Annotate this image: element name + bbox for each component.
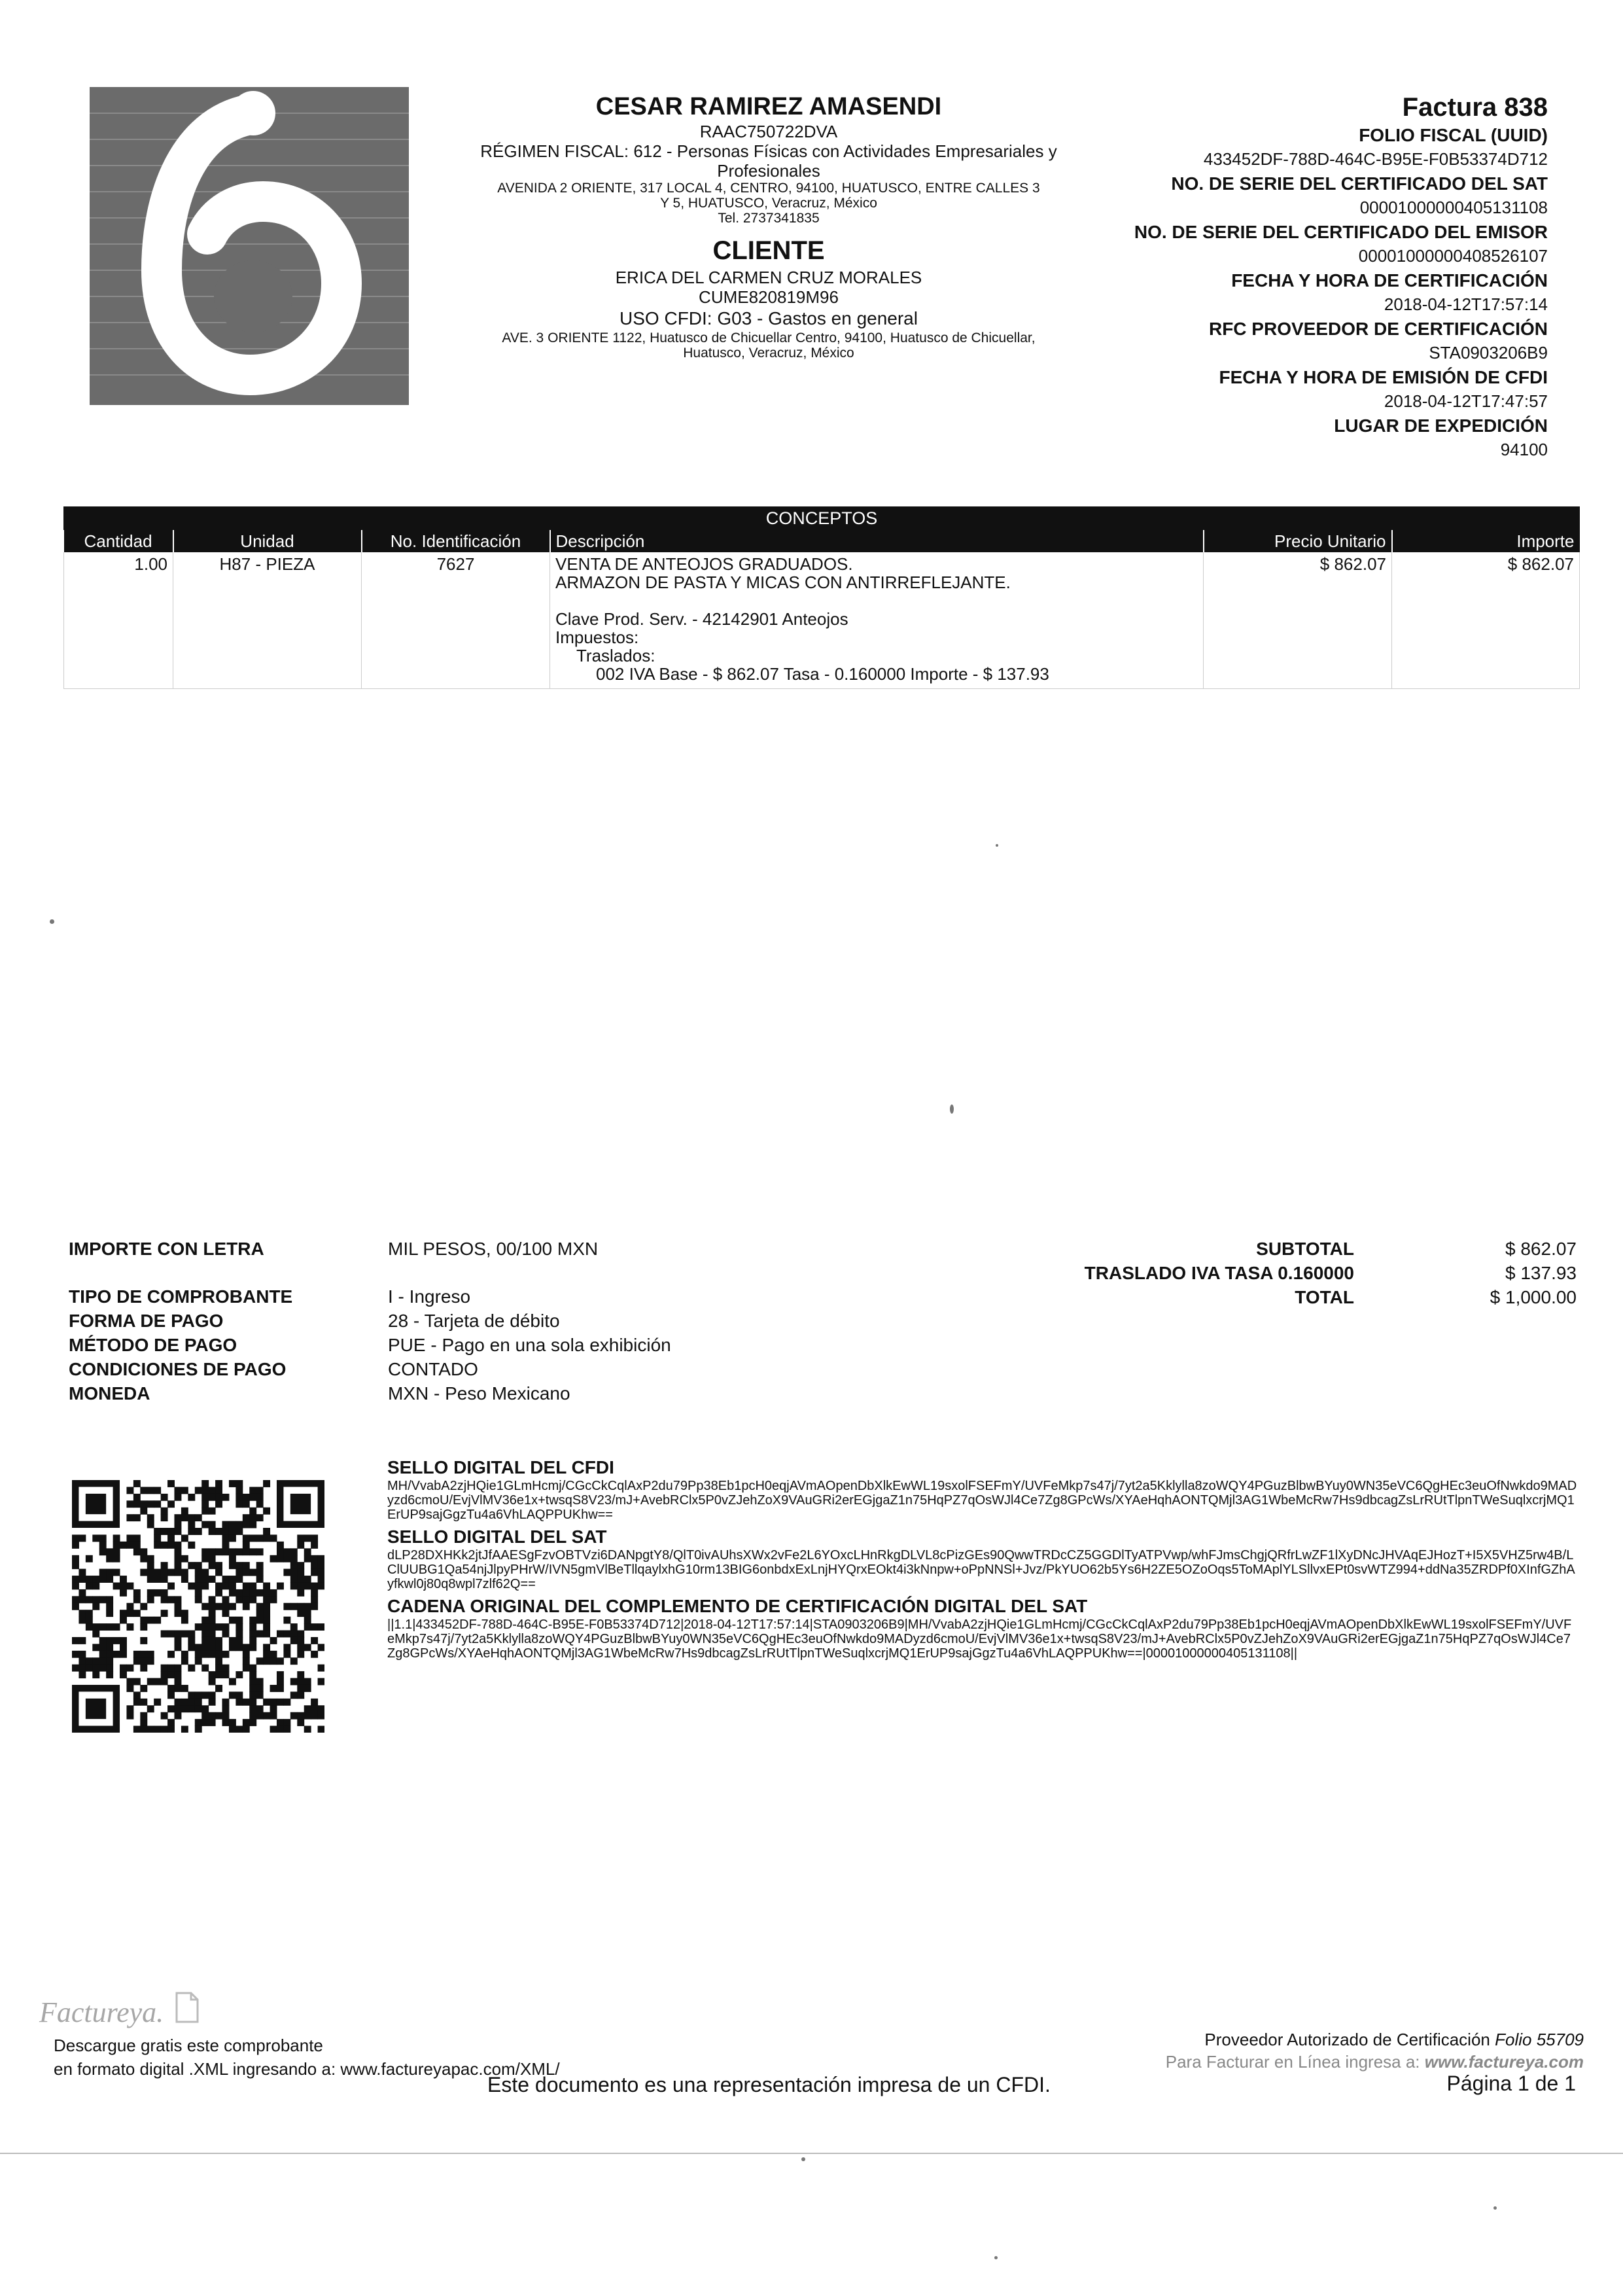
- issuer-regimen-cont: Profesionales: [717, 161, 820, 181]
- moneda-label: MONEDA: [69, 1383, 150, 1404]
- scan-speck: [1493, 2206, 1497, 2210]
- payment-info: [69, 1237, 788, 1405]
- scan-speck: [994, 2256, 998, 2259]
- tipo-value: I - Ingreso: [388, 1286, 471, 1307]
- download-line: Descargue gratis este comprobante: [54, 2036, 323, 2055]
- col-unidad: Unidad: [173, 530, 362, 552]
- download-link[interactable]: en formato digital .XML ingresando a: www.factureyapac.com/XML/: [54, 2059, 560, 2079]
- fecha-cert-label: FECHA Y HORA DE CERTIFICACIÓN: [1231, 270, 1548, 291]
- col-cantidad: Cantidad: [64, 530, 173, 552]
- issuer-logo: [90, 87, 409, 405]
- fecha-emision-label: FECHA Y HORA DE EMISIÓN DE CFDI: [1219, 367, 1548, 387]
- lugar-value: 94100: [1500, 440, 1548, 459]
- sellos-block: [387, 1454, 1578, 1665]
- cell-importe: $ 862.07: [1392, 552, 1580, 689]
- fecha-emision-value: 2018-04-12T17:47:57: [1384, 391, 1548, 411]
- serie-emisor-label: NO. DE SERIE DEL CERTIFICADO DEL EMISOR: [1134, 222, 1548, 242]
- desc-line: VENTA DE ANTEOJOS GRADUADOS.: [555, 554, 853, 574]
- page-edge-line: [0, 2153, 1623, 2154]
- lugar-label: LUGAR DE EXPEDICIÓN: [1334, 415, 1548, 436]
- desc-line: ARMAZON DE PASTA Y MICAS CON ANTIRREFLEJANTE.: [555, 573, 1011, 592]
- desc-clave: Clave Prod. Serv. - 42142901 Anteojos: [555, 609, 848, 629]
- totals-block: [1047, 1237, 1577, 1309]
- client-address-cont: Huatusco, Veracruz, México: [683, 345, 854, 361]
- desc-traslados: Traslados:: [576, 646, 655, 665]
- col-precio: Precio Unitario: [1204, 530, 1392, 552]
- provider-info: [1166, 2028, 1584, 2073]
- cell-cantidad: 1.00: [64, 552, 173, 689]
- issuer-rfc: RAAC750722DVA: [699, 122, 838, 141]
- brand-logo: Factureya.: [39, 1996, 164, 2028]
- iva-label: TRASLADO IVA TASA 0.160000: [1084, 1263, 1354, 1283]
- sello-cfdi-value: MH/VvabA2zjHQie1GLmHcmj/CGcCkCqlAxP2du79Pp38Eb1pcH0eqjAVmAOpenDbXlkEwWL19sxolFSEFmY/UVFeMkp7s47j/7yt2a5Kklylla8zoWQY4PGuzBlbwBYuy0WN35eVC6QgHEc3euOfNwkdo9MADyzd6cmoU/EvjVlMV36e1x+twsqS8V23/mJ+AvebRClx5P0vZJehZoX9VAuGRi2erEGjgaZ1n75HqPZ7qOsWJl4Ce7Zg8GPcWs/XYAeHqhAONTQMjl3AG1WbeMcRw7Hs9dbcagZsLrRUtTlpnTWeSuqlxcrjMQ1ErUP9sajGgzTu4a6VhLAQPPUKhw==: [387, 1479, 1577, 1522]
- fecha-cert-value: 2018-04-12T17:57:14: [1384, 294, 1548, 314]
- total-label: TOTAL: [1295, 1287, 1354, 1307]
- scan-speck: [50, 919, 54, 924]
- folio-fiscal-label: FOLIO FISCAL (UUID): [1359, 125, 1548, 145]
- serie-sat-label: NO. DE SERIE DEL CERTIFICADO DEL SAT: [1171, 173, 1548, 194]
- scan-speck: [801, 2157, 805, 2161]
- conceptos-table: [63, 506, 1580, 689]
- cadena-label: CADENA ORIGINAL DEL COMPLEMENTO DE CERTIFICACIÓN DIGITAL DEL SAT: [387, 1596, 1088, 1616]
- issuer-phone: Tel. 2737341835: [718, 211, 820, 226]
- iva-value: $ 137.93: [1505, 1263, 1577, 1283]
- page-number: Página 1 de 1: [1446, 2072, 1576, 2095]
- col-id: No. Identificación: [362, 530, 550, 552]
- desc-iva: 002 IVA Base - $ 862.07 Tasa - 0.160000 Importe - $ 137.93: [596, 664, 1049, 684]
- serie-sat-value: 00001000000405131108: [1359, 198, 1548, 217]
- table-row: [64, 552, 1580, 689]
- condiciones-label: CONDICIONES DE PAGO: [69, 1359, 287, 1379]
- tipo-label: TIPO DE COMPROBANTE: [69, 1286, 293, 1307]
- total-value: $ 1,000.00: [1490, 1287, 1577, 1307]
- rfc-prov-label: RFC PROVEEDOR DE CERTIFICACIÓN: [1208, 319, 1548, 339]
- cell-id: 7627: [362, 552, 550, 689]
- qr-code: [72, 1480, 324, 1733]
- document-icon: [174, 1992, 200, 2023]
- importe-letra-label: IMPORTE CON LETRA: [69, 1239, 264, 1259]
- importe-letra-value: MIL PESOS, 00/100 MXN: [388, 1239, 599, 1259]
- facturar-link[interactable]: www.factureya.com: [1424, 2052, 1584, 2072]
- metodo-label: MÉTODO DE PAGO: [69, 1335, 237, 1355]
- client-address: AVE. 3 ORIENTE 1122, Huatusco de Chicuellar Centro, 94100, Huatusco de Chicuellar,: [502, 330, 1036, 345]
- issuer-regimen: RÉGIMEN FISCAL: 612 - Personas Físicas con Actividades Empresariales y: [480, 141, 1057, 161]
- client-uso-cfdi: USO CFDI: G03 - Gastos en general: [620, 308, 918, 328]
- client-heading: CLIENTE: [712, 236, 825, 265]
- metodo-value: PUE - Pago en una sola exhibición: [388, 1335, 671, 1355]
- provider-label: Proveedor Autorizado de Certificación: [1204, 2030, 1490, 2049]
- provider-folio: Folio 55709: [1495, 2030, 1584, 2049]
- condiciones-value: CONTADO: [388, 1359, 478, 1379]
- client-name: ERICA DEL CARMEN CRUZ MORALES: [615, 268, 922, 287]
- sello-cfdi-label: SELLO DIGITAL DEL CFDI: [387, 1457, 614, 1477]
- cell-descripcion: [550, 552, 1204, 689]
- issuer-name: CESAR RAMIREZ AMASENDI: [595, 93, 942, 120]
- invoice-info: [959, 92, 1548, 462]
- scan-speck: [996, 844, 998, 847]
- serie-emisor-value: 00001000000408526107: [1358, 246, 1548, 266]
- folio-fiscal-value: 433452DF-788D-464C-B95E-F0B53374D712: [1203, 149, 1548, 169]
- client-rfc: CUME820819M96: [699, 287, 839, 307]
- subtotal-label: SUBTOTAL: [1256, 1239, 1354, 1259]
- rfc-prov-value: STA0903206B9: [1429, 343, 1548, 362]
- forma-label: FORMA DE PAGO: [69, 1311, 224, 1331]
- moneda-value: MXN - Peso Mexicano: [388, 1383, 570, 1404]
- representation-note: Este documento es una representación impresa de un CFDI.: [487, 2073, 1051, 2096]
- cadena-value: ||1.1|433452DF-788D-464C-B95E-F0B53374D712|2018-04-12T17:57:14|STA0903206B9|MH/VvabA2zjHQie1GLmHcmj/CGcCkCqlAxP2du79Pp38Eb1pcH0eqjAVmAOpenDbXlkEwWL19sxolFSEFmY/UVFeMkp7s47j/7yt2a5Kklylla8zoWQY4PGuzBlbwBYuy0WN35eVC6QgHEc3euOfNwkdo9MADyzd6cmoU/EvjVlMV36e1x+twsqS8V23/mJ+AvebRClx5P0vZJehZoX9VAuGRi2erEGjgaZ1n75HqPZ7qOsWJl4Ce7Zg8GPcWs/XYAeHqhAONTQMjl3AG1WbeMcRw7Hs9dbcagZsLrRUtTlpnTWeSuqlxcrjMQ1ErUP9sajGgzTu4a6VhLAQPPUKhw==|00001000000405131108||: [387, 1617, 1572, 1661]
- subtotal-value: $ 862.07: [1505, 1239, 1577, 1259]
- issuer-address-cont: Y 5, HUATUSCO, Veracruz, México: [660, 196, 877, 211]
- facturar-text: Para Facturar en Línea ingresa a:: [1165, 2052, 1420, 2072]
- conceptos-band: CONCEPTOS: [63, 506, 1580, 530]
- desc-impuestos: Impuestos:: [555, 627, 639, 647]
- invoice-title: Factura 838: [1402, 93, 1548, 122]
- sello-sat-value: dLP28DXHKk2jtJfAAESgFzvOBTVzi6DANpgtY8/QlT0ivAUhsXWx2vFe2L6YOxcLHnRkgDLVL8cPizGEs90QwwTRDcCZ5GGDlTyATPVwp/whFJmsChgjQRfrLwZF1lXyDNcJHVAqEJHozT+I5X5VHZ5rw4B/LClUUBG1Qa54njJlpyPHrW/IVN5gmVlBeTllqaylxhG10rm13BIG6onbdxExLnjHYQrxEOkt4i3kNnpw+oPpNNSl+Jvz/PkYUO62b5Ys6H2ZE5OZoOqs5ToMAplYLSllvxEPt0svWTZ994+ddNa35ZRDPf0XInfGZhAyfkwl0j80q8wpl7zlf62Q==: [387, 1548, 1575, 1591]
- issuer-address: AVENIDA 2 ORIENTE, 317 LOCAL 4, CENTRO, 94100, HUATUSCO, ENTRE CALLES 3: [497, 181, 1040, 196]
- col-importe: Importe: [1392, 530, 1580, 552]
- download-note: [54, 2034, 560, 2081]
- cell-unidad: H87 - PIEZA: [173, 552, 362, 689]
- forma-value: 28 - Tarjeta de débito: [388, 1311, 560, 1331]
- sello-sat-label: SELLO DIGITAL DEL SAT: [387, 1527, 607, 1547]
- col-descripcion: Descripción: [550, 530, 1204, 552]
- cell-precio: $ 862.07: [1204, 552, 1392, 689]
- scan-speck: [950, 1104, 954, 1114]
